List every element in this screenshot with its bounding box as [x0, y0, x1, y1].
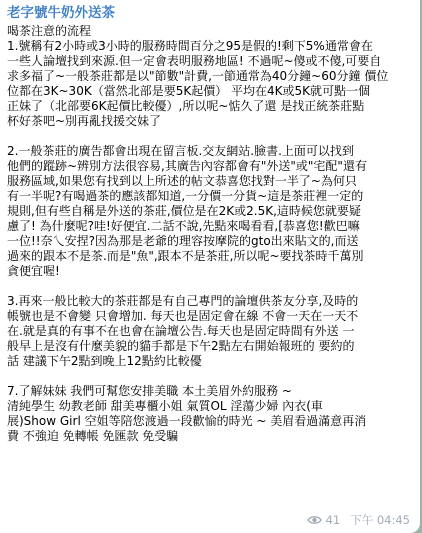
message-paragraph — [7, 294, 412, 369]
message-line: 規則,但有些自稱是外送的茶莊,價位是在2K或2.5K,這時候您就要疑 — [7, 204, 361, 218]
message-paragraph — [7, 384, 412, 444]
paragraph-gap — [7, 369, 412, 384]
message-line: 位都在3K~30K（當然北部是要5K起價） 平均在4K或5K就可點一個 — [7, 84, 371, 98]
message-line: 展)Show Girl 空姐等陪您渡過一段歡愉的時光 ~ 美眉看過滿意再消 — [7, 414, 367, 428]
message-line: 貪便宜喔! — [7, 264, 60, 278]
message-line: 帳號也是不會變 只會增加. 每天也是固定會在線 不會一天在一天不 — [7, 309, 359, 323]
message-line: 喝茶注意的流程 — [7, 24, 92, 38]
message-line: 7.了解妹妹 我們可幫您安排美職 本土美眉外約服務 ~ — [7, 384, 292, 398]
message-line: 正妹了（北部要6K起價比較優）,所以呢~惦久了還 是找正統茶莊點 — [7, 99, 365, 113]
message-line: 過來的跟本不是茶.而是"魚",跟本不是茶莊,所以呢~要找茶時千萬別 — [7, 249, 364, 263]
paragraph-gap — [7, 279, 412, 294]
message-line: 在.就是真的有事不在也會在論壇公告.每天也是固定時間有外送 一 — [7, 324, 355, 338]
channel-title[interactable]: 老字號牛奶外送茶 — [7, 5, 115, 21]
eye-icon — [307, 515, 322, 525]
paragraph-gap — [7, 129, 412, 144]
message-line: 他們的蹤跡~辨別方法很容易,其廣告內容都會有"外送"或"宅配"還有 — [7, 159, 367, 173]
message-line: 話 建議下午2點到晚上12點約比較優 — [7, 354, 202, 368]
message-time: 下午 04:45 — [350, 513, 410, 527]
message-line: 服務區域,如果您有找到以上所述的帖文恭喜您找對一半了~為何只 — [7, 174, 357, 188]
view-count: 41 — [325, 513, 341, 527]
message-paragraph — [7, 24, 412, 129]
message-line: 求多福了~一般茶莊都是以"節數"計費,一節通常為40分鐘~60分鐘 價位 — [7, 69, 389, 83]
message-line: 慮了! 為什麼呢?哇!好便宜.二話不說,先點來喝看看,[恭喜您!歡巴嘛 — [7, 219, 360, 233]
message-line: 2.一般茶莊的廣告都會出現在留言板.交友網站.臉書.上面可以找到 — [7, 144, 354, 158]
message-line: 一位!!奈乀安捏?因為那是老爺的理容按摩院的gto出來貼文的,而送 — [7, 234, 359, 248]
message-text — [7, 24, 412, 444]
message-paragraph — [7, 144, 412, 279]
message-line: 3.再來一般比較大的茶莊都是有自己專門的論壇供茶友分享,及時的 — [7, 294, 359, 308]
message-meta — [303, 512, 410, 528]
message-line: 一些人論壇找到來源.但一定會表明服務地區! 不過呢~傻或不傻,可要自 — [7, 54, 382, 68]
message-line: 費 不強迫 免轉帳 免匯款 免受騙 — [7, 429, 179, 443]
message-line: 清純學生 幼教老師 甜美專櫃小姐 氣質OL 淫蕩少婦 內衣(車 — [7, 399, 323, 413]
message-line: 1.號稱有2小時或3小時的服務時間百分之95是假的!剩下5%通常會在 — [7, 39, 373, 53]
message-line: 般早上是沒有什麼美貌的貓手都是下午2點左右開始報班的 要約的 — [7, 339, 355, 353]
message-line: 杯好茶吧~別再亂找援交妹了 — [7, 114, 162, 128]
message-line: 有一半呢?有喝過茶的應該都知道,一分價一分貨~這是茶莊裡一定的 — [7, 189, 364, 203]
